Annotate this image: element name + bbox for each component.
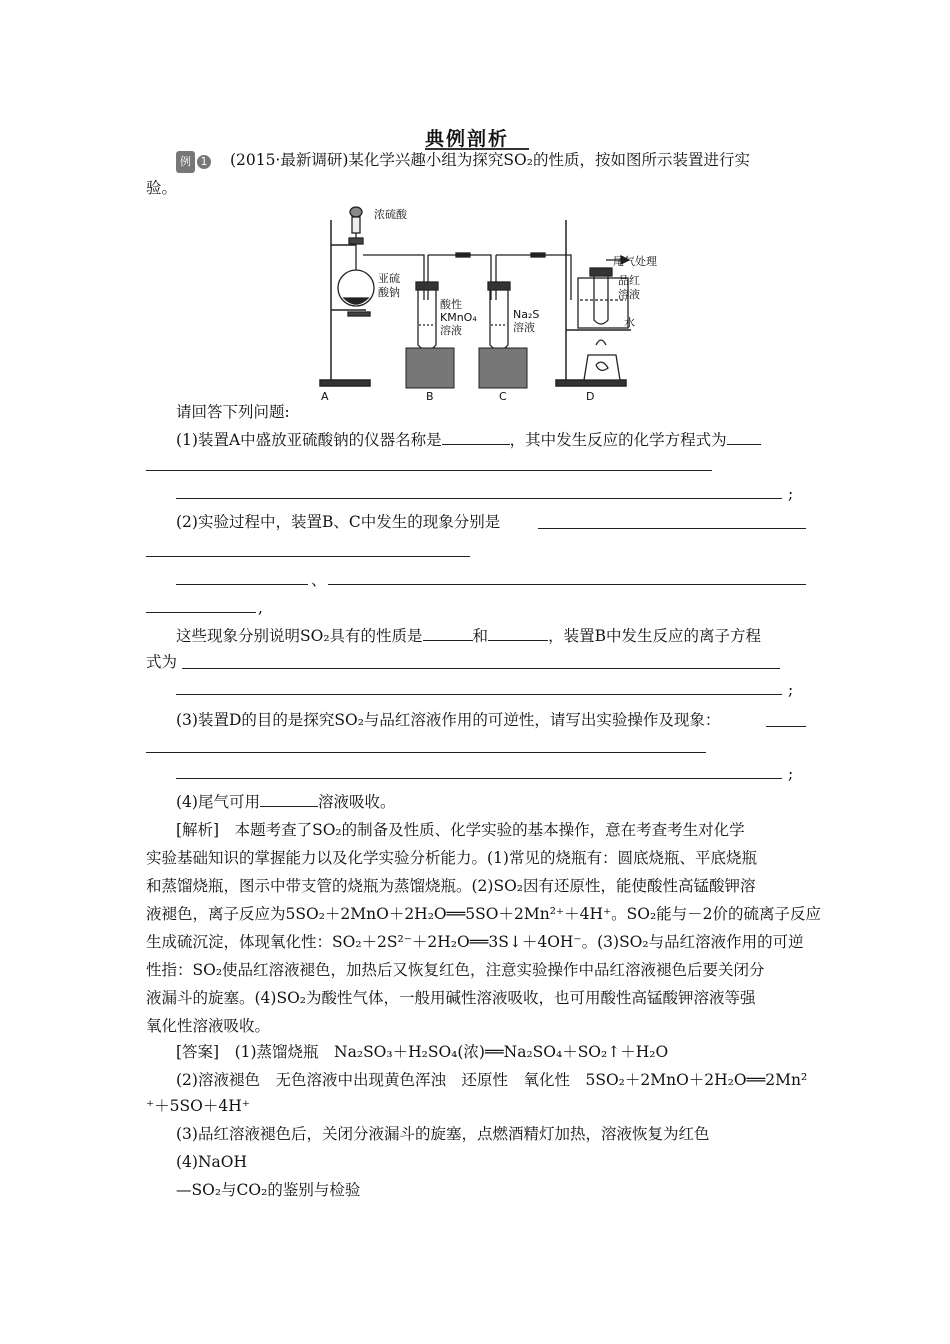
q2-end: ; (788, 681, 794, 699)
q2-text-d: ，装置B中发生反应的离子方程 (548, 627, 761, 645)
q2-line-1 (176, 512, 500, 532)
connecting-tubes (421, 253, 571, 300)
answer-line-2: ⁺＋5SO＋4H⁺ (146, 1097, 250, 1115)
label-d: D (586, 390, 595, 403)
q1-line (176, 430, 761, 450)
q2-blank-4[interactable] (423, 626, 473, 641)
label-conc-acid: 浓硫酸 (374, 208, 407, 221)
q4-line (176, 792, 395, 812)
q2-comma: , (258, 599, 263, 617)
apparatus-diagram (316, 200, 676, 405)
q3-text-a: (3)装置D的目的是探究SO₂与品红溶液作用的可逆性，请写出实验操作及现象： (176, 711, 721, 729)
block-b (406, 348, 454, 388)
label-c: C (499, 390, 507, 403)
label-tail: 尾气处理 (613, 255, 657, 268)
analysis-line-4: 生成硫沉淀，体现氧化性：SO₂＋2S²⁻＋2H₂O══3S↓＋4OH⁻。(3)SO₂与品红溶液作用的可逆 (146, 933, 804, 951)
q2-text-a: (2)实验过程中，装置B、C中发生的现象分别是 (176, 513, 501, 531)
q2-blank-7[interactable] (176, 694, 782, 695)
q2-blank-1b[interactable] (146, 556, 470, 557)
q4-text-b: 溶液吸收。 (317, 793, 396, 811)
q2-blank-5[interactable] (488, 626, 548, 641)
section-heading: 典例剖析 (425, 128, 510, 150)
example-line-1 (176, 150, 750, 173)
analysis-line-5: 性指：SO₂使品红溶液褪色，加热后又恢复红色，注意实验操作中品红溶液褪色后要关闭分 (146, 961, 765, 979)
label-na2s-1: Na₂S (513, 308, 540, 321)
label-na2s-2: 溶液 (513, 321, 535, 334)
q2-text-e: 式为 (146, 653, 178, 671)
answer-line-5: —SO₂与CO₂的鉴别与检验 (176, 1181, 361, 1199)
example-text-1: (2015·最新调研)某化学兴趣小组为探究SO₂的性质，按如图所示装置进行实 (229, 151, 750, 169)
label-water: 水 (624, 316, 635, 329)
alcohol-burner (584, 340, 620, 380)
q2-blank-3b[interactable] (146, 612, 256, 613)
test-tube-b (416, 282, 438, 350)
label-pinhong-1: 品红 (618, 274, 640, 287)
label-pinhong-2: 溶液 (618, 288, 640, 301)
example-number: 1 (197, 155, 211, 169)
q2-blank-6[interactable] (182, 668, 780, 669)
label-sulfite-1: 亚硫 (378, 272, 400, 285)
analysis-line-7: 氧化性溶液吸收。 (146, 1017, 271, 1035)
example-line-2: 验。 (146, 179, 178, 197)
analysis-line-1: 实验基础知识的掌握能力以及化学实验分析能力。(1)常见的烧瓶有：圆底烧瓶、平底烧瓶 (146, 849, 757, 867)
q1-blank-1[interactable] (442, 430, 510, 445)
label-kmno4-2: KMnO₄ (440, 311, 477, 324)
answer-line-0: [答案] (1)蒸馏烧瓶 Na₂SO₃＋H₂SO₄(浓)══Na₂SO₄＋SO₂↑＋H₂O (176, 1043, 669, 1061)
q2-blank-1[interactable] (538, 528, 806, 529)
q1-end: ; (788, 485, 794, 503)
analysis-line-3: 液褪色，离子反应为5SO₂＋2MnO＋2H₂O══5SO＋2Mn²⁺＋4H⁺。SO₂能与－2价的硫离子反应 (146, 905, 822, 923)
q3-line (176, 710, 720, 730)
analysis-line-0: [解析] 本题考查了SO₂的制备及性质、化学实验的基本操作，意在考查考生对化学 (176, 821, 745, 839)
q4-text-a: (4)尾气可用 (176, 793, 260, 811)
label-b: B (426, 390, 434, 403)
analysis-line-6: 液漏斗的旋塞。(4)SO₂为酸性气体，一般用碱性溶液吸收，也可用酸性高锰酸钾溶液等强 (146, 989, 756, 1007)
label-kmno4-1: 酸性 (440, 298, 462, 311)
q3-blank-0[interactable] (766, 726, 806, 727)
label-a: A (321, 390, 329, 403)
q4-blank[interactable] (260, 792, 318, 807)
answer-line-4: (4)NaOH (176, 1153, 247, 1171)
q2-line-4 (146, 652, 177, 672)
q2-sep: 、 (311, 571, 327, 589)
answer-line-1: (2)溶液褪色 无色溶液中出现黄色浑浊 还原性 氧化性 5SO₂＋2MnO＋2H₂O══2Mn² (176, 1071, 808, 1089)
prompt: 请回答下列问题: (176, 403, 290, 421)
q3-blank-1[interactable] (146, 752, 706, 753)
example-badge: 例 (176, 151, 195, 173)
q2-text-and: 和 (472, 627, 489, 645)
q1-answer-line-2[interactable] (176, 498, 782, 499)
q2-blank-3[interactable] (328, 584, 806, 585)
q3-end: ; (788, 765, 794, 783)
answer-line-3: (3)品红溶液褪色后，关闭分液漏斗的旋塞，点燃酒精灯加热，溶液恢复为红色 (176, 1125, 710, 1143)
block-c (479, 348, 527, 388)
q1-text-a: (1)装置A中盛放亚硫酸钠的仪器名称是 (176, 431, 442, 449)
q2-blank-2[interactable] (176, 584, 308, 585)
label-sulfite-2: 酸钠 (378, 286, 400, 299)
q2-text-c: 这些现象分别说明SO₂具有的性质是 (176, 627, 423, 645)
label-kmno4-3: 溶液 (440, 324, 462, 337)
q2-line-3 (176, 626, 761, 646)
analysis-line-2: 和蒸馏烧瓶，图示中带支管的烧瓶为蒸馏烧瓶。(2)SO₂因有还原性，能使酸性高锰酸钾溶 (146, 877, 756, 895)
q1-blank-2[interactable] (727, 430, 761, 445)
q1-answer-line-1[interactable] (146, 470, 712, 471)
q3-blank-2[interactable] (176, 778, 782, 779)
distillation-flask (338, 207, 421, 316)
q1-text-b: ，其中发生反应的化学方程式为 (509, 431, 727, 449)
